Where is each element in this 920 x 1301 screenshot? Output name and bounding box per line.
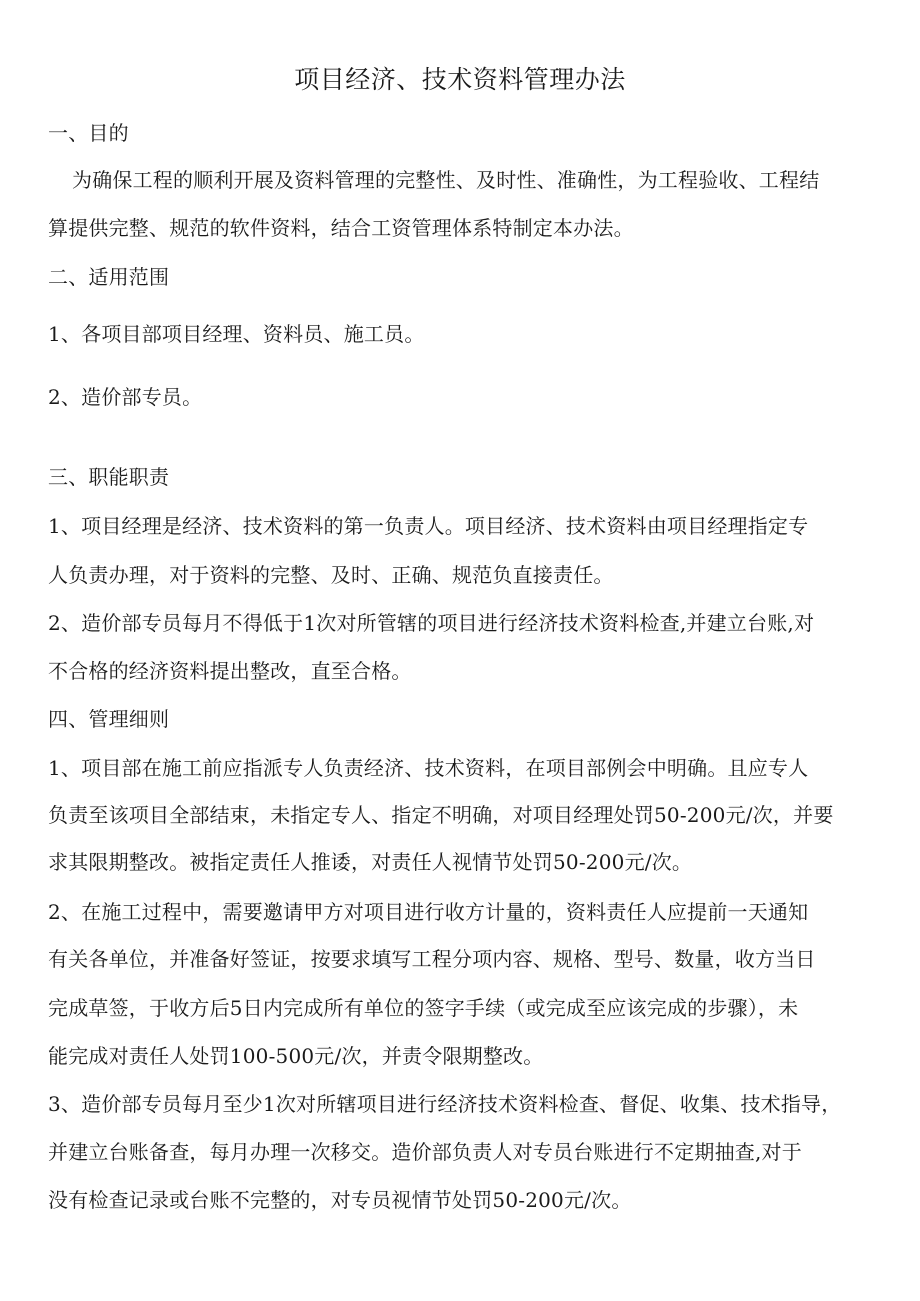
paragraph-line: 并建立台账备查，每月办理一次移交。造价部负责人对专员台账进行不定期抽查,对于 [48, 1140, 802, 1164]
paragraph-line: 为确保工程的顺利开展及资料管理的完整性、及时性、准确性，为工程验收、工程结 [72, 168, 820, 192]
list-item: 2、在施工过程中，需要邀请甲方对项目进行收方计量的，资料责任人应提前一天通知 [48, 900, 809, 924]
list-item: 1、项目经理是经济、技术资料的第一负责人。项目经济、技术资料由项目经理指定专 [48, 514, 809, 538]
list-item: 3、造价部专员每月至少1次对所辖项目进行经济技术资料检查、督促、收集、技术指导， [48, 1092, 842, 1116]
section-heading-duties: 三、职能职责 [48, 465, 170, 489]
paragraph-line: 负责至该项目全部结束，未指定专人、指定不明确，对项目经理处罚50-200元/次，并要 [48, 803, 834, 827]
paragraph-line: 算提供完整、规范的软件资料，结合工资管理体系特制定本办法。 [48, 216, 634, 240]
list-item: 2、造价部专员。 [48, 385, 203, 409]
section-heading-rules: 四、管理细则 [48, 707, 170, 731]
document-title: 项目经济、技术资料管理办法 [294, 65, 626, 94]
paragraph-line: 完成草签，于收方后5日内完成所有单位的签字手续（或完成至应该完成的步骤），未 [48, 996, 799, 1020]
list-item: 2、造价部专员每月不得低于1次对所管辖的项目进行经济技术资料检查,并建立台账,对 [48, 611, 815, 635]
paragraph-line: 不合格的经济资料提出整改，直至合格。 [48, 659, 412, 683]
section-heading-scope: 二、适用范围 [48, 265, 170, 289]
paragraph-line: 求其限期整改。被指定责任人推诿，对责任人视情节处罚50-200元/次。 [48, 850, 693, 874]
paragraph-line: 能完成对责任人处罚100-500元/次，并责令限期整改。 [48, 1044, 544, 1068]
list-item: 1、项目部在施工前应指派专人负责经济、技术资料，在项目部例会中明确。且应专人 [48, 756, 809, 780]
list-item: 1、各项目部项目经理、资料员、施工员。 [48, 322, 425, 346]
paragraph-line: 有关各单位，并准备好签证，按要求填写工程分项内容、规格、型号、数量，收方当日 [48, 947, 816, 971]
section-heading-purpose: 一、目的 [48, 121, 129, 145]
paragraph-line: 没有检查记录或台账不完整的，对专员视情节处罚50-200元/次。 [48, 1188, 632, 1212]
paragraph-line: 人负责办理，对于资料的完整、及时、正确、规范负直接责任。 [48, 563, 614, 587]
